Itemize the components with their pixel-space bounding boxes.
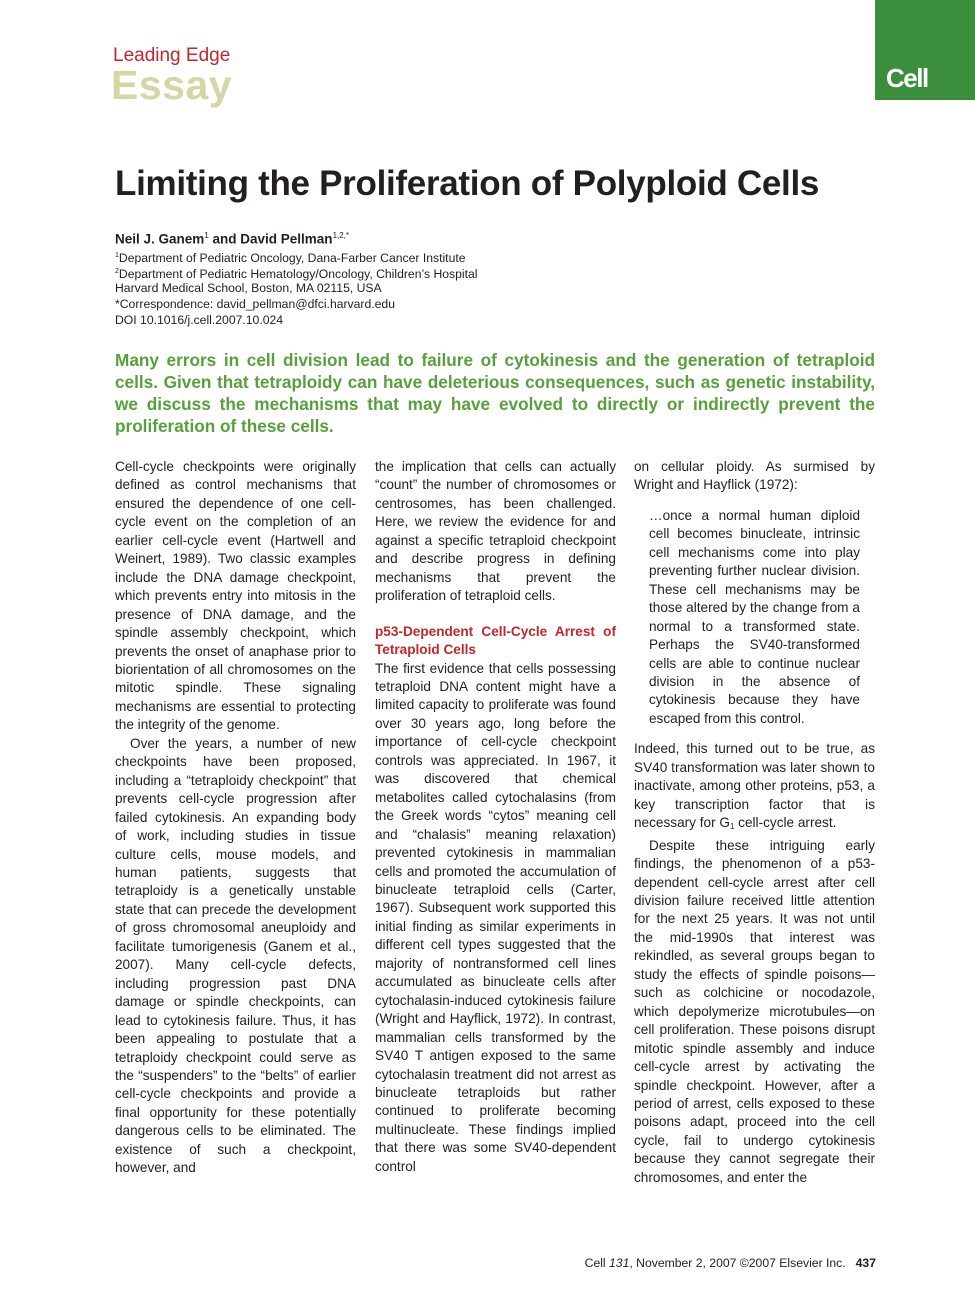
correspondence-line bbox=[115, 296, 395, 312]
body-paragraph: The first evidence that cells possessing tetraploid DNA content might have a limited capacity to proliferate was found over 30 years ago, long before the importance of cell-cycle checkpoint controls was appreciated. In 1967, it was discovered that chemical metabolites called cytochalasins (from the Greek words “cytos” meaning cell and “chalasis” meaning relaxation) prevented cytokinesis in mammalian cells and promoted the accumulation of binucleate tetraploid cells (Carter, 1967). Subsequent work supported this initial finding as similar experiments in different cell types suggested that the majority of nontransformed cell lines accumulated as binucleate cells after cytochalasin-induced cytokinesis failure (Wright and Hayflick, 1972). In contrast, mammalian cells transformed by the SV40 T antigen exposed to the same cytochalasin treatment did not arrest as binucleate tetraploids but rather continued to proliferate becoming multinucleate. These findings implied that there was some SV40-dependent control bbox=[375, 660, 616, 1174]
page-footer bbox=[585, 1256, 876, 1270]
body-paragraph: the implication that cells can actually “count” the number of chromosomes or centrosomes, has been challenged. Here, we review the evidence for and against a specific tetraploid checkpoint and describe progress in defining mechanisms that prevent the proliferation of tetraploid cells. bbox=[375, 459, 616, 604]
paragraph-text: cell-cycle arrest. bbox=[734, 815, 837, 831]
journal-tab bbox=[875, 0, 975, 100]
section-kicker: Leading Edge bbox=[113, 45, 231, 66]
author-line bbox=[115, 231, 349, 247]
author-superscript: 1 bbox=[204, 231, 209, 240]
correspondence-text: *Correspondence: david_pellman@dfci.harvard.edu bbox=[115, 297, 395, 311]
body-paragraph bbox=[634, 740, 875, 836]
footer-volume: 131 bbox=[609, 1256, 630, 1270]
page-number: 437 bbox=[855, 1256, 876, 1270]
author-name: David Pellman bbox=[240, 231, 333, 247]
body-paragraph: Cell-cycle checkpoints were originally defined as control mechanisms that ensured the dependence of one cell-cycle event on the completion of an earlier cell-cycle event (Hartwell and Weinert, 1989). Two classic examples include the DNA damage checkpoint, which prevents entry into mitosis in the presence of DNA damage, and the spindle assembly checkpoint, which prevents the onset of anaphase prior to biorientation of all chromosomes on the mitotic spindle. These signaling mechanisms are essential to protecting the integrity of the genome. bbox=[115, 459, 356, 733]
block-quote: …once a normal human diploid cell becomes binucleate, intrinsic cell mechanisms come into play preventing further nuclear division. These cell mechanisms may be those altered by the change from a normal to a transformed state. Perhaps the SV40-transformed cells are able to continue nuclear division in the absence of cytokinesis because they have escaped from this control. bbox=[649, 507, 860, 726]
body-column-3 bbox=[634, 458, 875, 1187]
journal-logo: Cell bbox=[886, 63, 928, 93]
subscript: 1 bbox=[729, 822, 735, 832]
affiliation-superscript: 1 bbox=[115, 252, 119, 259]
body-column-1 bbox=[115, 458, 356, 1178]
footer-journal: Cell bbox=[584, 1256, 610, 1270]
affiliation-line bbox=[115, 280, 382, 296]
affiliation-text: Department of Pediatric Oncology, Dana-Farber Cancer Institute bbox=[118, 251, 466, 266]
affiliation-text: Department of Pediatric Hematology/Oncology, Children’s Hospital bbox=[118, 267, 478, 282]
doi-text: DOI 10.1016/j.cell.2007.10.024 bbox=[115, 313, 284, 327]
footer-citation: , November 2, 2007 ©2007 Elsevier Inc. bbox=[629, 1256, 846, 1270]
doi-line bbox=[115, 312, 283, 328]
body-paragraph: Over the years, a number of new checkpoints have been proposed, including a “tetraploidy checkpoint” that prevents cell-cycle progression after failed cytokinesis. An expanding body of work, including studies in tissue culture cells, mouse models, and human patients, suggests that tetraploidy is a genetically unstable state that can precede the development of gross chromosomal aneuploidy and facilitate tumorigenesis (Ganem et al., 2007). Many cell-cycle defects, including progression past DNA damage or spindle checkpoints, can lead to cytokinesis failure. Thus, it has been appealing to postulate that a tetraploidy checkpoint could serve as the “suspenders” to the “belts” of earlier cell-cycle checkpoints and provide a final opportunity for these potentially dangerous cells to be eliminated. The existence of such a checkpoint, however, and bbox=[115, 735, 356, 1176]
section-name: Essay bbox=[111, 62, 233, 108]
article-title: Limiting the Proliferation of Polyploid Cells bbox=[115, 164, 820, 203]
body-column-2 bbox=[375, 458, 616, 1176]
author-conjunction: and bbox=[208, 231, 241, 247]
affiliation-superscript: 2 bbox=[115, 268, 119, 275]
section-heading: p53-Dependent Cell-Cycle Arrest of Tetraploid Cells bbox=[375, 623, 616, 658]
author-name: Neil J. Ganem bbox=[115, 231, 205, 247]
affiliation-text: Harvard Medical School, Boston, MA 02115, USA bbox=[115, 281, 382, 295]
body-paragraph: on cellular ploidy. As surmised by Wright and Hayflick (1972): bbox=[634, 459, 875, 493]
author-superscript: 1,2,* bbox=[332, 231, 350, 240]
paragraph-text: Indeed, this turned out to be true, as SV40 transformation was later shown to inactivate, among other proteins, p53, a key transcription factor that is necessary for G bbox=[634, 741, 875, 831]
abstract: Many errors in cell division lead to failure of cytokinesis and the generation of tetraploid cells. Given that tetraploidy can have deleterious consequences, such as genetic instability, we discuss the mechanisms that may have evolved to directly or indirectly prevent the proliferation of these cells. bbox=[115, 350, 875, 436]
body-paragraph: Despite these intriguing early findings, the phenomenon of a p53-dependent cell-cycle arrest after cell division failure received little attention for the next 25 years. It was not until the mid-1990s that interest was rekindled, as several groups began to study the effects of spindle poisons—such as colchicine or nocodazole, which depolymerize microtubules—on cell proliferation. These poisons disrupt mitotic spindle assembly and induce cell-cycle arrest by activating the spindle checkpoint. However, after a period of arrest, cells exposed to these poisons adapt, proceed into the cell cycle, fail to undergo cytokinesis because they cannot segregate their chromosomes, and enter the bbox=[634, 837, 875, 1185]
